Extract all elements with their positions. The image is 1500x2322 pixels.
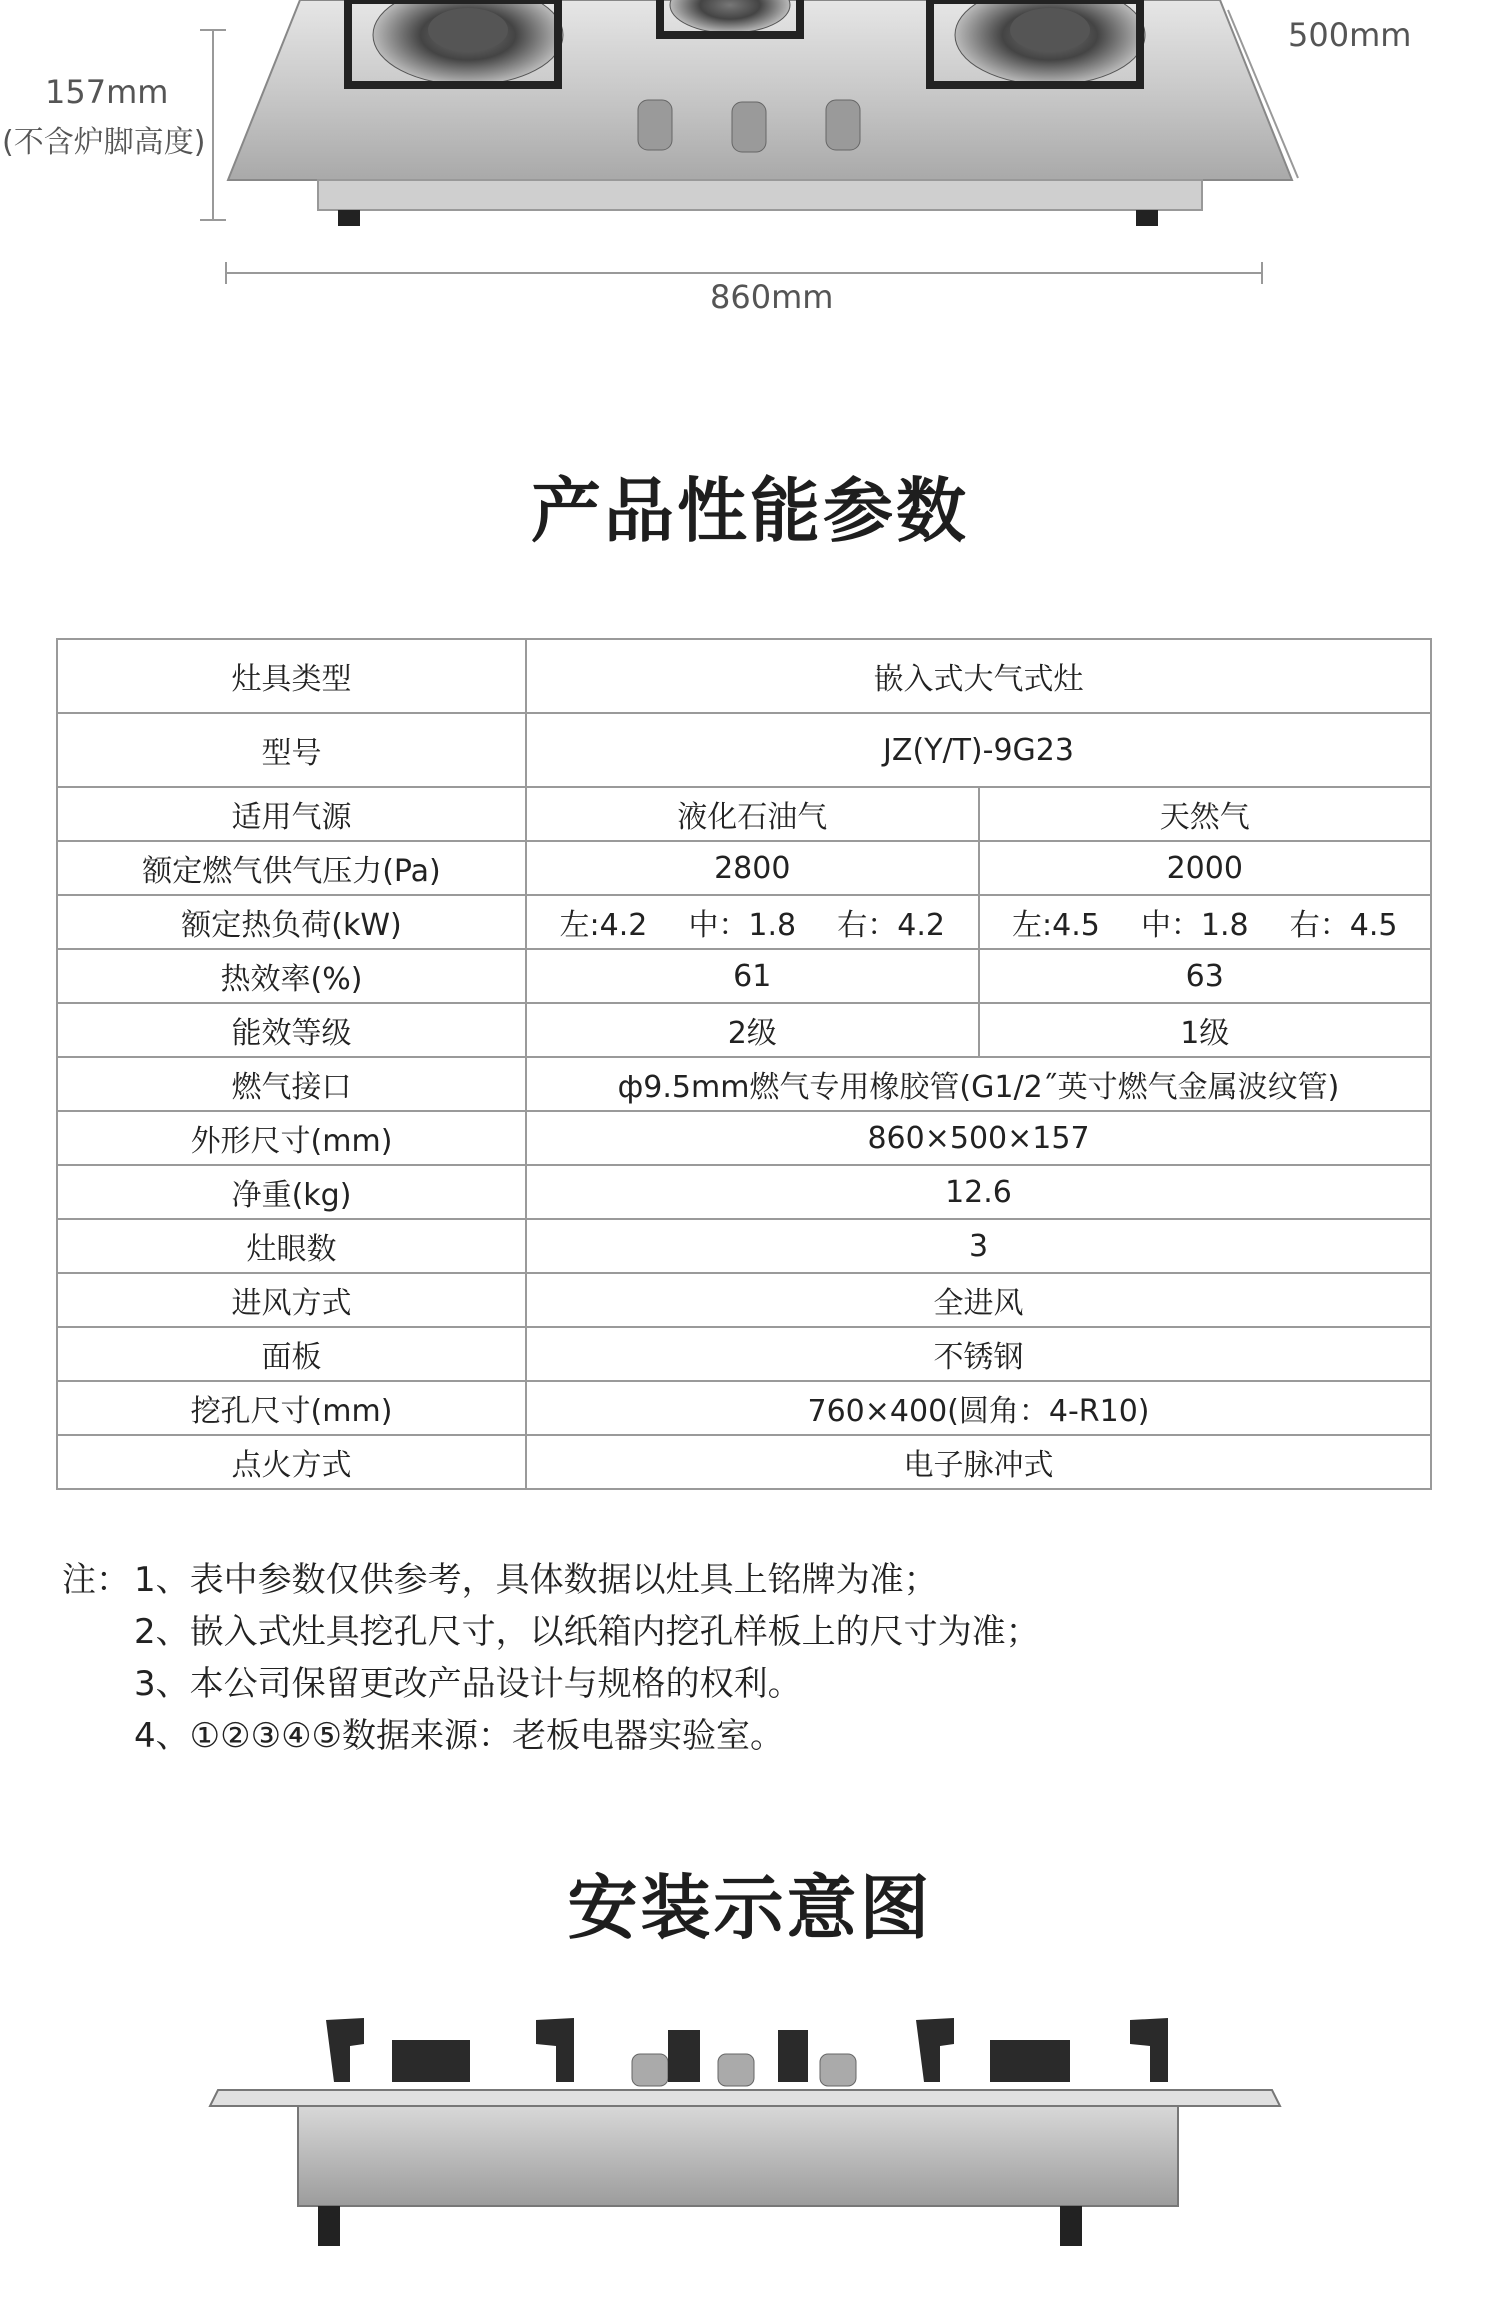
note-item: 3、本公司保留更改产品设计与规格的权利。 [134,1664,802,1704]
row-value-ng: 天然气 [979,787,1432,841]
control-knobs-icon [638,100,860,152]
row-label: 挖孔尺寸(mm) [57,1381,526,1435]
table-row [57,895,1431,949]
depth-dimension-label: 500mm [1288,16,1412,54]
table-row [57,713,1431,787]
row-label: 适用气源 [57,787,526,841]
row-value: 嵌入式大气式灶 [526,639,1431,713]
height-dimension-note: (不含炉脚高度) [2,125,206,160]
heat-load-left: 左:4.5 [1012,908,1100,943]
row-value-lpg: 61 [526,949,979,1003]
row-label: 进风方式 [57,1273,526,1327]
middle-knobs-icon [632,2030,856,2086]
row-label: 热效率(%) [57,949,526,1003]
spec-table [56,638,1432,1490]
row-value-ng [979,895,1432,949]
row-label: 点火方式 [57,1435,526,1489]
heat-load-right: 右：4.2 [837,908,945,943]
row-value: JZ(Y/T)-9G23 [526,713,1431,787]
table-row [57,1165,1431,1219]
row-value-lpg [526,895,979,949]
right-pan-support-icon [916,2018,1168,2082]
row-value-lpg: 2级 [526,1003,979,1057]
dimension-diagram [0,0,1500,340]
row-value: 12.6 [526,1165,1431,1219]
row-label: 外形尺寸(mm) [57,1111,526,1165]
table-row [57,1435,1431,1489]
table-row [57,1111,1431,1165]
height-dimension-label: 157mm [45,73,169,111]
notes-prefix: 注： [62,1560,130,1600]
table-row [57,1381,1431,1435]
install-diagram [0,1990,1500,2322]
row-value: 不锈钢 [526,1327,1431,1381]
row-value-ng: 1级 [979,1003,1432,1057]
note-item: 1、表中参数仅供参考，具体数据以灶具上铭牌为准； [134,1560,938,1600]
table-row [57,787,1431,841]
row-label: 能效等级 [57,1003,526,1057]
row-value-ng: 63 [979,949,1432,1003]
table-row [57,949,1431,1003]
row-label: 面板 [57,1327,526,1381]
row-value-ng: 2000 [979,841,1432,895]
row-value: ф9.5mm燃气专用橡胶管(G1/2˝英寸燃气金属波纹管) [526,1057,1431,1111]
row-value: 860×500×157 [526,1111,1431,1165]
table-row [57,841,1431,895]
install-section-title: 安装示意图 [567,1867,933,1949]
heat-load-right: 右：4.5 [1289,908,1398,943]
row-value: 3 [526,1219,1431,1273]
specs-section-title: 产品性能参数 [531,470,969,552]
table-row [57,1327,1431,1381]
row-value: 760×400(圆角：4-R10) [526,1381,1431,1435]
row-value-lpg: 液化石油气 [526,787,979,841]
row-label: 额定热负荷(kW) [57,895,526,949]
note-item: 2、嵌入式灶具挖孔尺寸，以纸箱内挖孔样板上的尺寸为准； [134,1612,1040,1652]
heat-load-mid: 中：1.8 [1140,908,1249,943]
row-value: 电子脉冲式 [526,1435,1431,1489]
note-item: 4、①②③④⑤数据来源：老板电器实验室。 [134,1716,785,1756]
width-dimension-label: 860mm [710,278,834,316]
table-row [57,1273,1431,1327]
table-row [57,1219,1431,1273]
row-label: 型号 [57,713,526,787]
heat-load-left: 左:4.2 [559,908,648,943]
table-row [57,639,1431,713]
row-label: 净重(kg) [57,1165,526,1219]
row-label: 灶眼数 [57,1219,526,1273]
stove-side-view-illustration [0,1990,1500,2322]
table-row [57,1057,1431,1111]
row-value: 全进风 [526,1273,1431,1327]
left-pan-support-icon [326,2018,574,2082]
table-row [57,1003,1431,1057]
row-value-lpg: 2800 [526,841,979,895]
row-label: 灶具类型 [57,639,526,713]
row-label: 燃气接口 [57,1057,526,1111]
row-label: 额定燃气供气压力(Pa) [57,841,526,895]
heat-load-mid: 中：1.8 [688,908,797,943]
